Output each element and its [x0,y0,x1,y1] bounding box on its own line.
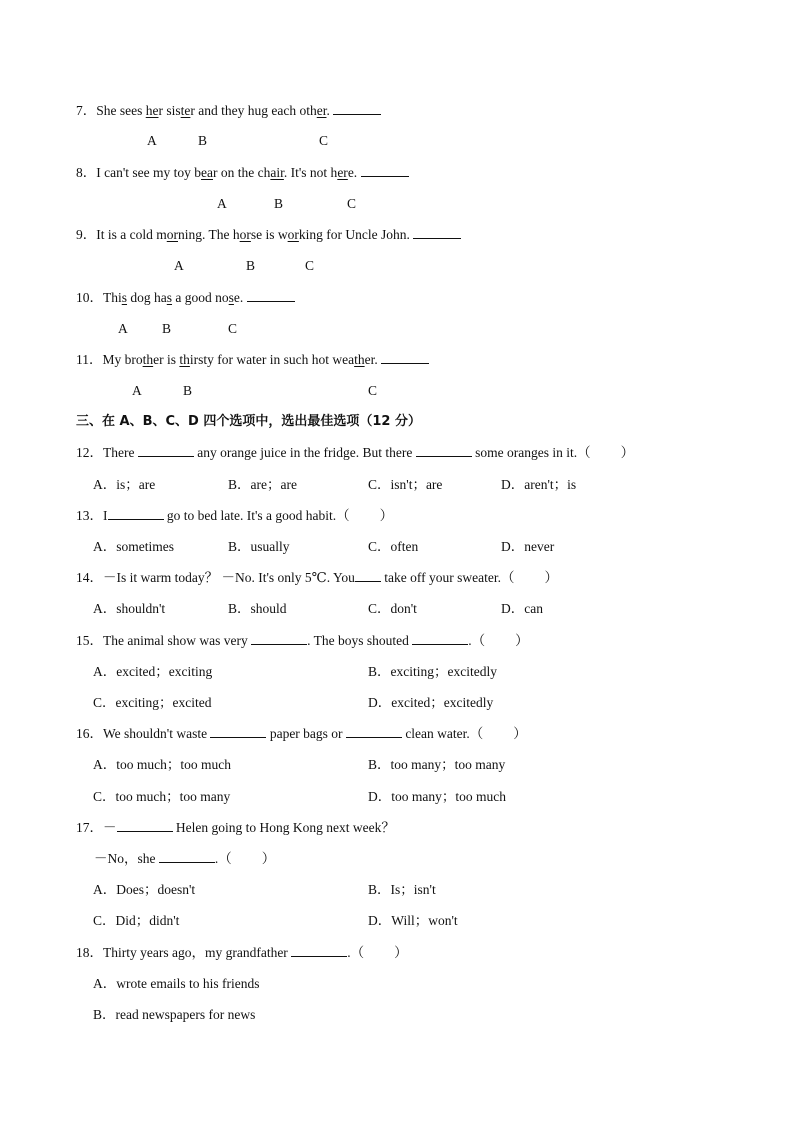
underlined-letters-b: th [179,352,190,367]
answer-blank[interactable] [412,632,468,645]
question-text: ） [620,445,635,460]
question-16 [76,725,527,743]
question-8 [76,164,409,182]
question-text: ） [513,726,527,741]
option-d[interactable]: D．never [501,539,555,554]
underlined-letters-a: th [142,352,154,367]
underlined-letters-a: ea [201,165,214,180]
question-15 [76,632,529,650]
option-b[interactable]: B．too many；too many [368,757,506,772]
question-number: 9． [76,227,97,242]
label-c: C [368,383,378,398]
option-c[interactable]: C．often [368,539,419,554]
label-b: B [274,196,284,211]
question-number: 14． [76,570,103,585]
choice-labels-11 [0,382,500,400]
question-number: 10． [76,290,103,305]
question-text: －Is it warm today？ －No. It's only 5℃. You [103,570,355,585]
question-17-reply [94,850,275,868]
label-c: C [228,321,238,336]
label-b: B [198,133,208,148]
section-heading: 三、在 A、B、C、D 四个选项中，选出最佳选项（12 分） [76,414,421,429]
question-text: .（ [347,945,365,960]
question-text: .（ [214,851,232,866]
option-c[interactable]: C．Did；didn't [93,913,180,928]
question-text: ） [261,851,276,866]
label-a: A [147,133,157,148]
underlined-letters-c: s [228,290,234,305]
question-11 [76,351,429,369]
underlined-letters-c: th [354,352,365,367]
option-b[interactable]: B．exciting；excitedly [368,664,497,679]
option-c[interactable]: C．isn't；are [368,477,443,492]
question-text: go to bed late. It's a good habit.（ [166,508,350,523]
answer-blank[interactable] [355,569,381,582]
question-text: It is a cold m [96,227,167,242]
question-text: er. [364,352,378,367]
question-text: ） [515,633,529,648]
question-text: Thirty years ago，my grandfather [103,945,288,960]
choice-labels-10 [0,320,500,338]
question-text: . [326,103,330,118]
option-d[interactable]: D．aren't；is [501,477,577,492]
option-a[interactable]: A．too much；too much [93,757,231,772]
question-text: r and they hug each oth [190,103,317,118]
label-a: A [118,321,128,336]
question-18 [76,944,408,962]
underlined-letters-a: or [166,227,178,242]
question-text: ） [394,945,408,960]
underlined-letters-c: or [287,227,299,242]
option-d[interactable]: D．can [501,601,543,616]
option-a[interactable]: A．excited；exciting [93,664,213,679]
answer-blank[interactable] [333,102,381,115]
option-a[interactable]: A．shouldn't [93,601,166,616]
choice-labels-9 [0,257,500,275]
question-text: . The boys shouted [307,633,409,648]
question-number: 16． [76,726,103,741]
question-text: irsty for water in such hot wea [189,352,355,367]
answer-blank[interactable] [210,725,266,738]
answer-blank[interactable] [117,819,173,832]
question-17 [76,819,395,837]
question-text: ） [379,508,394,523]
question-text: There [103,445,135,460]
underlined-letters-c: er [316,103,327,118]
question-13 [76,507,393,525]
label-b: B [246,258,256,273]
question-9 [76,226,461,244]
option-d[interactable]: D．too many；too much [368,789,506,804]
answer-blank[interactable] [247,289,295,302]
label-a: A [132,383,142,398]
option-b[interactable]: B．usually [228,539,290,554]
underlined-letters-b: air [270,165,284,180]
question-text: .（ [468,633,486,648]
option-d[interactable]: D．excited；excitedly [368,695,494,710]
option-a[interactable]: A．wrote emails to his friends [93,976,260,991]
question-number: 17． [76,820,103,835]
underlined-letters-a: s [121,290,128,305]
question-text: a good no [172,290,229,305]
option-d[interactable]: D．Will；won't [368,913,458,928]
question-14 [76,569,558,587]
option-a[interactable]: A．is；are [93,477,156,492]
label-c: C [347,196,357,211]
question-text: e. [233,290,244,305]
question-text: clean water.（ [405,726,484,741]
question-number: 13． [76,508,103,523]
option-a[interactable]: A．Does；doesn't [93,882,196,897]
question-text: The animal show was very [103,633,248,648]
answer-blank[interactable] [413,226,461,239]
question-number: 18． [76,945,103,960]
underlined-letters-b: s [166,290,173,305]
label-a: A [174,258,184,273]
option-c[interactable]: C．too much；too many [93,789,231,804]
question-text: take off your sweater.（ [384,570,515,585]
question-text: er is [153,352,180,367]
answer-blank[interactable] [381,351,429,364]
question-text: king for Uncle John. [298,227,410,242]
answer-blank[interactable] [291,944,347,957]
underlined-letters-b: or [239,227,251,242]
question-text: any orange juice in the fridge. But there [197,445,413,460]
question-10 [76,289,295,307]
option-b[interactable]: B．should [228,601,287,616]
answer-blank[interactable] [159,850,215,863]
label-a: A [217,196,227,211]
question-number: 7． [76,103,97,118]
question-text: －No，she [94,851,156,866]
answer-blank[interactable] [138,444,194,457]
question-number: 11． [76,352,103,367]
question-text: My bro [102,352,143,367]
answer-blank[interactable] [361,164,409,177]
label-c: C [305,258,315,273]
question-12 [76,444,634,462]
option-c[interactable]: C．exciting；excited [93,695,212,710]
question-text: － [103,820,117,835]
option-b[interactable]: B．read newspapers for news [93,1007,256,1022]
question-text: some oranges in it.（ [475,445,591,460]
underlined-letters-a: he [145,103,159,118]
option-c[interactable]: C．don't [368,601,417,616]
question-number: 12． [76,445,103,460]
question-text: . It's not h [283,165,338,180]
question-text: ） [544,570,559,585]
question-text: She sees [96,103,146,118]
question-7 [76,102,381,120]
question-text: ning. The h [178,227,240,242]
answer-blank[interactable] [346,725,402,738]
question-text: Helen going to Hong Kong next week？ [175,820,395,835]
choice-labels-7 [0,132,500,150]
underlined-letters-c: er [337,165,348,180]
label-c: C [319,133,329,148]
option-b[interactable]: B．Is；isn't [368,882,436,897]
question-text: e. [347,165,358,180]
answer-blank[interactable] [416,444,472,457]
question-text: paper bags or [269,726,343,741]
question-text: r on the ch [213,165,271,180]
question-number: 8． [76,165,97,180]
question-text: dog ha [127,290,167,305]
choice-labels-8 [0,195,500,213]
question-text: We shouldn't waste [103,726,208,741]
answer-blank[interactable] [108,507,164,520]
label-b: B [162,321,172,336]
question-text: r sis [158,103,181,118]
underlined-letters-b: te [180,103,191,118]
option-a[interactable]: A．sometimes [93,539,174,554]
label-b: B [183,383,193,398]
question-text: I [103,508,108,523]
option-b[interactable]: B．are；are [228,477,297,492]
question-text: I can't see my toy b [96,165,202,180]
question-number: 15． [76,633,103,648]
question-text: se is w [250,227,288,242]
answer-blank[interactable] [251,632,307,645]
question-text: Thi [103,290,122,305]
